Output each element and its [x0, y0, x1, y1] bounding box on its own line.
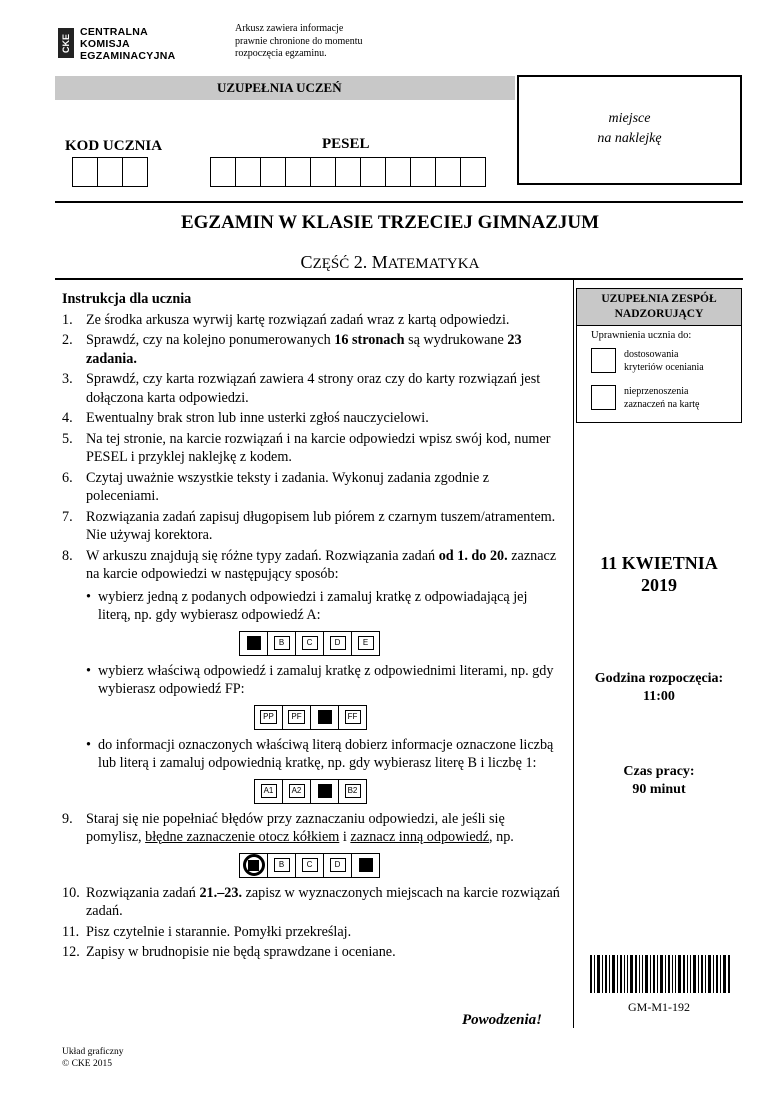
- text-segment: są wydrukowane: [404, 332, 508, 348]
- pesel-cell[interactable]: [285, 157, 311, 187]
- duration: [576, 763, 742, 799]
- pesel-cell[interactable]: [385, 157, 411, 187]
- item-number: 10.: [62, 884, 80, 901]
- banner-label: UZUPEŁNIA UCZEŃ: [217, 80, 342, 95]
- accommodation-label: kryteriów oceniania: [624, 362, 704, 373]
- item-number: 12.: [62, 944, 80, 960]
- list-item: [62, 311, 562, 330]
- item-text: Na tej stronie, na karcie rozwiązań i na karcie odpowiedzi wpisz swój kod, numer PESEL i przyklej naklejkę z kodem.: [86, 430, 551, 465]
- item-number: 6.: [62, 469, 73, 486]
- answer-cell-label: D: [330, 636, 346, 650]
- pesel-cell[interactable]: [460, 157, 486, 187]
- example-answer-row: [255, 779, 562, 804]
- pesel-cell[interactable]: [360, 157, 386, 187]
- bullet-icon: •: [86, 588, 91, 605]
- start-time: [576, 670, 742, 706]
- footer-line: Układ graficzny: [62, 1047, 124, 1057]
- code-cell[interactable]: [122, 157, 148, 187]
- accommodation-label: zaznaczeń na kartę: [624, 399, 700, 410]
- item-text: [86, 331, 562, 368]
- pesel-cell[interactable]: [435, 157, 461, 187]
- answer-cell: [338, 705, 367, 730]
- start-time-value: 11:00: [643, 689, 675, 704]
- item-number: 8.: [62, 547, 73, 564]
- part-word: ZĘŚĆ: [312, 256, 350, 272]
- text-segment: zapisz w wyznaczonych miejscach na karcie rozwiązań zadań.: [86, 884, 560, 919]
- cke-logo-text: [80, 26, 176, 62]
- item-number: 1.: [62, 311, 73, 328]
- pesel-cell[interactable]: [310, 157, 336, 187]
- bold-segment: od 1. do 20.: [438, 547, 508, 564]
- notice-line: rozpoczęcia egzaminu.: [235, 48, 327, 59]
- list-item: [62, 508, 562, 545]
- item-text: [86, 884, 562, 921]
- item-text: Ze środka arkusza wyrwij kartę rozwiązań zadań wraz z kartą odpowiedzi.: [86, 311, 510, 328]
- list-item: [62, 409, 562, 428]
- pesel-cell[interactable]: [210, 157, 236, 187]
- list-item: [62, 370, 562, 407]
- answer-cell: [282, 779, 311, 804]
- text-segment: Sprawdź, czy na kolejno ponumerowanych: [86, 332, 335, 348]
- accommodation-checkbox[interactable]: [591, 385, 616, 410]
- item-number: 4.: [62, 410, 73, 426]
- underlined-segment: zaznacz inną odpowiedź: [350, 829, 490, 845]
- column-divider: [573, 280, 574, 1028]
- underlined-segment: błędne zaznaczenie otocz kółkiem: [145, 829, 340, 845]
- item-text: [86, 810, 562, 847]
- accommodation-row: [591, 385, 700, 411]
- logo-line: CENTRALNA: [80, 26, 149, 38]
- answer-cell-label: A2: [289, 784, 305, 798]
- answer-cell: [323, 853, 352, 878]
- student-code-label: KOD UCZNIA: [65, 138, 163, 154]
- notice-line: Arkusz zawiera informacje: [235, 23, 344, 34]
- part-subject: ATEMATYKA: [387, 256, 480, 272]
- student-code-field[interactable]: [73, 157, 148, 187]
- list-item: [62, 810, 562, 847]
- logo-line: KOMISJA: [80, 38, 130, 50]
- answer-cell-label: C: [302, 636, 318, 650]
- answer-cell: [254, 705, 283, 730]
- text-segment: Rozwiązania zadań: [86, 884, 200, 901]
- sticker-line: miejsce: [608, 111, 651, 126]
- list-item: [62, 331, 562, 368]
- pesel-cell[interactable]: [260, 157, 286, 187]
- pesel-cell[interactable]: [335, 157, 361, 187]
- banner-line: UZUPEŁNIA ZESPÓŁ: [601, 293, 717, 305]
- answer-cell: [295, 631, 324, 656]
- part-prefix: C: [300, 252, 313, 272]
- accommodation-row: [591, 348, 704, 374]
- text-segment: , np.: [489, 829, 514, 845]
- text-segment: zaznacz na karcie odpowiedzi w następujący sposób:: [86, 547, 557, 582]
- circle-icon: [243, 854, 265, 876]
- item-text: [86, 547, 562, 584]
- logo-line: EGZAMINACYJNA: [80, 50, 176, 62]
- instructions: [62, 290, 562, 964]
- accommodation-label: dostosowania: [624, 349, 679, 360]
- bold-segment: 23 zadania: [86, 332, 522, 367]
- accommodation-label: nieprzenoszenia: [624, 386, 689, 397]
- answer-cell-filled: [310, 705, 339, 730]
- answer-method-bullet: [62, 662, 562, 699]
- accommodations-heading: Uprawnienia ucznia do:: [591, 330, 692, 341]
- answer-method-bullet: [62, 736, 562, 773]
- answer-cell-label: PF: [288, 710, 304, 724]
- bullet-text: wybierz właściwą odpowiedź i zamaluj kratkę z odpowiednimi literami, np. gdy wybierasz odpowiedź FP:: [98, 662, 554, 697]
- proctor-fill-banner: [576, 288, 742, 326]
- answer-cell-circled: [239, 853, 268, 878]
- cke-logo-icon: CKE: [58, 28, 74, 58]
- accommodation-checkbox[interactable]: [591, 348, 616, 373]
- part-number: 2. M: [349, 252, 388, 272]
- footer-line: © CKE 2015: [62, 1059, 112, 1069]
- answer-cell-label: B: [274, 858, 290, 872]
- bullet-icon: •: [86, 736, 91, 753]
- answer-cell-label: PP: [260, 710, 277, 724]
- answer-cell: [295, 853, 324, 878]
- notice-line: prawnie chronione do momentu: [235, 35, 363, 47]
- student-fill-banner: [55, 76, 515, 100]
- list-item: [62, 884, 562, 921]
- instructions-heading: Instrukcja dla ucznia: [62, 291, 192, 307]
- list-item: [62, 923, 562, 942]
- date-line: 11 KWIETNIA: [600, 553, 718, 573]
- item-text: Zapisy w brudnopisie nie będą sprawdzane i oceniane.: [86, 944, 396, 960]
- example-answer-row: [240, 631, 562, 656]
- answer-cell-label: B2: [345, 784, 361, 798]
- item-number: 11.: [62, 923, 80, 940]
- pesel-label: PESEL: [322, 136, 370, 152]
- item-number: 5.: [62, 430, 73, 447]
- answer-cell: [267, 631, 296, 656]
- list-item: [62, 469, 562, 506]
- answer-cell-label: A1: [261, 784, 277, 798]
- item-text: Rozwiązania zadań zapisuj długopisem lub piórem z czarnym tuszem/atramentem. Nie używaj korektora.: [86, 508, 556, 543]
- barcode-icon: [590, 955, 730, 993]
- divider: [55, 201, 743, 203]
- answer-cell: [267, 853, 296, 878]
- list-item: [62, 943, 562, 962]
- confidentiality-notice: [235, 23, 362, 61]
- list-item: [62, 547, 562, 584]
- bold-segment: .: [133, 350, 137, 367]
- duration-value: 90 minut: [632, 782, 686, 797]
- answer-cell-label: D: [330, 858, 346, 872]
- item-text: Czytaj uważnie wszystkie teksty i zadania. Wykonuj zadania zgodnie z poleceniami.: [86, 469, 490, 504]
- answer-cell: [338, 779, 367, 804]
- bullet-text: wybierz jedną z podanych odpowiedzi i zamaluj kratkę z odpowiadającą jej literą, np. gdy wybierasz odpowiedź A:: [98, 588, 528, 623]
- sticker-line: na naklejkę: [597, 131, 662, 146]
- sticker-area[interactable]: [517, 75, 742, 185]
- item-text: Pisz czytelnie i starannie. Pomyłki przekreślaj.: [86, 923, 352, 940]
- item-number: 2.: [62, 332, 73, 348]
- list-item: [62, 430, 562, 467]
- date-line: 2019: [641, 575, 677, 595]
- pesel-cell[interactable]: [410, 157, 436, 187]
- start-time-label: Godzina rozpoczęcia:: [594, 671, 724, 686]
- exam-part-title: [0, 252, 780, 273]
- example-answer-row: [255, 705, 562, 730]
- pesel-cell[interactable]: [235, 157, 261, 187]
- pesel-field[interactable]: [211, 157, 486, 187]
- answer-cell-label: FF: [345, 710, 361, 724]
- item-text: Sprawdź, czy karta rozwiązań zawiera 4 strony oraz czy do karty rozwiązań jest dołączona karta odpowiedzi.: [86, 371, 541, 406]
- answer-cell: [254, 779, 283, 804]
- item-text: Ewentualny brak stron lub inne usterki zgłoś nauczycielowi.: [86, 410, 429, 426]
- exam-date: [576, 552, 742, 596]
- answer-cell: [323, 631, 352, 656]
- example-correction-row: [240, 853, 562, 878]
- answer-cell: [351, 631, 380, 656]
- bold-segment: 21.–23.: [199, 884, 243, 901]
- bold-segment: 16 stronach: [334, 332, 405, 348]
- text-segment: W arkuszu znajdują się różne typy zadań. Rozwiązania zadań: [86, 547, 439, 564]
- divider: [55, 278, 743, 280]
- bullet-text: do informacji oznaczonych właściwą literą dobierz informacje oznaczone liczbą lub literą i zamaluj odpowiednią kratkę, np. gdy wybierasz literę B i liczbę 1:: [98, 736, 554, 771]
- text-segment: i: [339, 829, 351, 845]
- answer-cell-filled: [310, 779, 339, 804]
- exam-title: EGZAMIN W KLASIE TRZECIEJ GIMNAZJUM: [180, 212, 600, 233]
- answer-cell-filled: [239, 631, 268, 656]
- answer-cell-label: E: [358, 636, 374, 650]
- banner-line: NADZORUJĄCY: [614, 308, 704, 320]
- text-segment: Staraj się nie popełniać błędów przy zaznaczaniu odpowiedzi, ale jeśli się pomylisz,: [86, 810, 505, 845]
- answer-cell-label: B: [274, 636, 290, 650]
- item-number: 9.: [62, 810, 73, 827]
- answer-method-bullet: [62, 588, 562, 625]
- code-cell[interactable]: [97, 157, 123, 187]
- answer-cell-filled: [351, 853, 380, 878]
- exam-code: GM-M1-192: [628, 1000, 690, 1014]
- answer-cell: [282, 705, 311, 730]
- code-cell[interactable]: [72, 157, 98, 187]
- accommodations-box: [576, 326, 742, 423]
- duration-label: Czas pracy:: [623, 764, 695, 779]
- closing-wish: Powodzenia!: [462, 1012, 543, 1028]
- footer: [62, 1046, 123, 1070]
- bullet-icon: •: [86, 662, 91, 679]
- item-number: 7.: [62, 508, 73, 525]
- item-number: 3.: [62, 371, 73, 387]
- answer-cell-label: C: [302, 858, 318, 872]
